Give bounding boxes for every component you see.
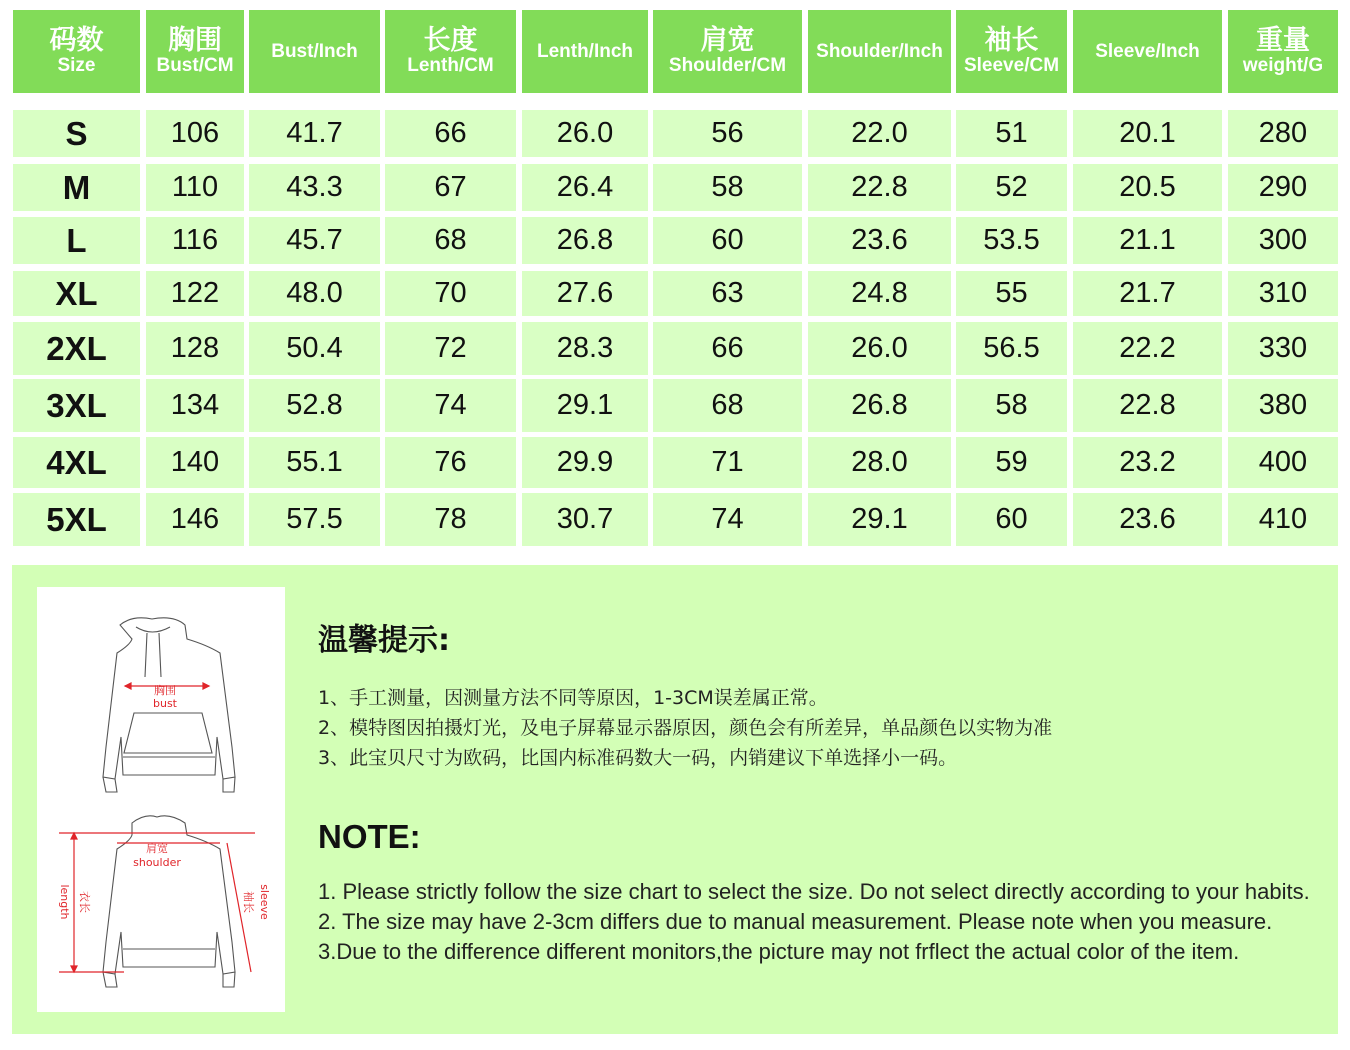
cell-sleeve-cm: 55 <box>956 271 1067 316</box>
cell-length-inch: 27.6 <box>522 271 648 316</box>
cell-shoulder-cm: 60 <box>653 217 802 264</box>
length-label-zh: 衣长 <box>78 891 91 913</box>
cell-bust-inch: 50.4 <box>249 322 380 375</box>
cell-length-cm: 70 <box>385 271 516 316</box>
cell-length-cm: 68 <box>385 217 516 264</box>
note-line-3: 3.Due to the difference different monitors,the picture may not frflect the actual color of the item. <box>318 939 1240 964</box>
cell-shoulder-inch: 23.6 <box>808 217 951 264</box>
cell-sleeve-cm: 51 <box>956 110 1067 157</box>
cell-size: S <box>13 110 140 157</box>
cell-shoulder-cm: 71 <box>653 437 802 488</box>
cell-shoulder-inch: 22.0 <box>808 110 951 157</box>
cell-shoulder-cm: 68 <box>653 379 802 432</box>
header-shoulder-zh: 肩宽 <box>700 25 755 56</box>
cell-weight: 290 <box>1228 164 1338 211</box>
header-size-en: Size <box>57 55 96 76</box>
cell-shoulder-cm: 74 <box>653 493 802 546</box>
header-weight-zh: 重量 <box>1256 25 1310 56</box>
shoulder-label-en: shoulder <box>133 856 181 869</box>
cell-sleeve-cm: 52 <box>956 164 1067 211</box>
cell-bust-inch: 55.1 <box>249 437 380 488</box>
shoulder-label-zh: 肩宽 <box>146 842 168 855</box>
cell-weight: 330 <box>1228 322 1338 375</box>
cell-length-inch: 29.9 <box>522 437 648 488</box>
header-sleeve-cm-en: Sleeve/CM <box>963 55 1060 76</box>
cell-bust-cm: 122 <box>146 271 244 316</box>
cell-bust-cm: 134 <box>146 379 244 432</box>
cell-size: 5XL <box>13 493 140 546</box>
header-bust-inch-label: Bust/Inch <box>271 40 358 62</box>
header-sleeve-inch-label: Sleeve/Inch <box>1095 40 1200 62</box>
header-shoulder-inch-label: Shoulder/Inch <box>816 40 943 62</box>
cell-weight: 310 <box>1228 271 1338 316</box>
cell-bust-inch: 45.7 <box>249 217 380 264</box>
note-line-2: 2. The size may have 2-3cm differs due to manual measurement. Please note when you measure. <box>318 909 1273 934</box>
cell-length-cm: 72 <box>385 322 516 375</box>
cell-shoulder-inch: 26.0 <box>808 322 951 375</box>
header-bust-zh: 胸围 <box>168 25 222 56</box>
cell-shoulder-cm: 66 <box>653 322 802 375</box>
header-sleeve-zh: 袖长 <box>984 25 1039 56</box>
bust-label-zh: 胸围 <box>154 684 176 697</box>
header-length-zh: 长度 <box>423 25 478 56</box>
header-shoulder-inch <box>808 10 951 93</box>
tip-line-1: 1、手工测量，因测量方法不同等原因，1-3CM误差属正常。 <box>318 687 828 709</box>
header-length-cm <box>385 10 516 93</box>
cell-shoulder-cm: 56 <box>653 110 802 157</box>
header-sleeve-inch <box>1073 10 1222 93</box>
cell-length-cm: 74 <box>385 379 516 432</box>
cell-weight: 400 <box>1228 437 1338 488</box>
header-bust-inch <box>249 10 380 93</box>
header-weight <box>1228 10 1338 93</box>
cell-bust-inch: 57.5 <box>249 493 380 546</box>
cell-length-cm: 78 <box>385 493 516 546</box>
cell-size: XL <box>13 271 140 316</box>
cell-sleeve-inch: 23.6 <box>1073 493 1222 546</box>
cell-shoulder-inch: 29.1 <box>808 493 951 546</box>
sleeve-label-en: sleeve <box>258 884 271 920</box>
cell-sleeve-inch: 21.7 <box>1073 271 1222 316</box>
cell-sleeve-inch: 20.1 <box>1073 110 1222 157</box>
cell-sleeve-inch: 22.8 <box>1073 379 1222 432</box>
cell-sleeve-cm: 58 <box>956 379 1067 432</box>
cell-sleeve-cm: 53.5 <box>956 217 1067 264</box>
header-bust-cm <box>146 10 244 93</box>
header-size <box>13 10 140 93</box>
cell-bust-cm: 146 <box>146 493 244 546</box>
cell-bust-cm: 116 <box>146 217 244 264</box>
cell-weight: 380 <box>1228 379 1338 432</box>
cell-length-inch: 28.3 <box>522 322 648 375</box>
cell-length-cm: 66 <box>385 110 516 157</box>
cell-sleeve-inch: 20.5 <box>1073 164 1222 211</box>
cell-shoulder-cm: 58 <box>653 164 802 211</box>
cell-bust-inch: 43.3 <box>249 164 380 211</box>
cell-weight: 300 <box>1228 217 1338 264</box>
length-label-en: length <box>58 884 71 920</box>
hoodie-illustration <box>37 587 285 1012</box>
cell-size: 3XL <box>13 379 140 432</box>
cell-length-cm: 76 <box>385 437 516 488</box>
header-length-cm-en: Lenth/CM <box>407 55 494 76</box>
cell-sleeve-inch: 23.2 <box>1073 437 1222 488</box>
cell-weight: 280 <box>1228 110 1338 157</box>
cell-length-inch: 26.4 <box>522 164 648 211</box>
cell-shoulder-inch: 26.8 <box>808 379 951 432</box>
cell-bust-inch: 52.8 <box>249 379 380 432</box>
cell-length-inch: 26.8 <box>522 217 648 264</box>
cell-length-cm: 67 <box>385 164 516 211</box>
tips-title: 温馨提示: <box>318 623 450 658</box>
cell-size: M <box>13 164 140 211</box>
header-shoulder-cm <box>653 10 802 93</box>
cell-bust-cm: 110 <box>146 164 244 211</box>
cell-length-inch: 30.7 <box>522 493 648 546</box>
cell-sleeve-cm: 59 <box>956 437 1067 488</box>
cell-shoulder-inch: 22.8 <box>808 164 951 211</box>
header-bust-cm-en: Bust/CM <box>156 55 234 76</box>
header-size-zh: 码数 <box>49 25 104 56</box>
tip-line-3: 3、此宝贝尺寸为欧码，比国内标准码数大一码，内销建议下单选择小一码。 <box>318 747 958 769</box>
header-length-inch-label: Lenth/Inch <box>536 40 634 62</box>
cell-bust-inch: 41.7 <box>249 110 380 157</box>
cell-sleeve-inch: 21.1 <box>1073 217 1222 264</box>
header-sleeve-cm <box>956 10 1067 93</box>
sleeve-label-zh: 袖长 <box>242 891 255 913</box>
header-length-inch <box>522 10 648 93</box>
cell-size: 4XL <box>13 437 140 488</box>
header-shoulder-cm-en: Shoulder/CM <box>668 55 787 76</box>
bust-label-en: bust <box>153 697 177 710</box>
cell-length-inch: 29.1 <box>522 379 648 432</box>
cell-bust-cm: 128 <box>146 322 244 375</box>
cell-size: L <box>13 217 140 264</box>
cell-sleeve-inch: 22.2 <box>1073 322 1222 375</box>
note-line-1: 1. Please strictly follow the size chart to select the size. Do not select directly according to your habits. <box>318 879 1310 904</box>
cell-length-inch: 26.0 <box>522 110 648 157</box>
cell-bust-cm: 106 <box>146 110 244 157</box>
cell-shoulder-inch: 28.0 <box>808 437 951 488</box>
cell-sleeve-cm: 60 <box>956 493 1067 546</box>
cell-size: 2XL <box>13 322 140 375</box>
cell-shoulder-cm: 63 <box>653 271 802 316</box>
cell-shoulder-inch: 24.8 <box>808 271 951 316</box>
cell-bust-inch: 48.0 <box>249 271 380 316</box>
cell-sleeve-cm: 56.5 <box>956 322 1067 375</box>
cell-weight: 410 <box>1228 493 1338 546</box>
cell-bust-cm: 140 <box>146 437 244 488</box>
tip-line-2: 2、模特图因拍摄灯光，及电子屏幕显示器原因，颜色会有所差异，单品颜色以实物为准 <box>318 717 1053 739</box>
note-title: NOTE: <box>318 818 421 855</box>
header-weight-en: weight/G <box>1242 55 1324 76</box>
measurement-diagram <box>37 587 285 1012</box>
